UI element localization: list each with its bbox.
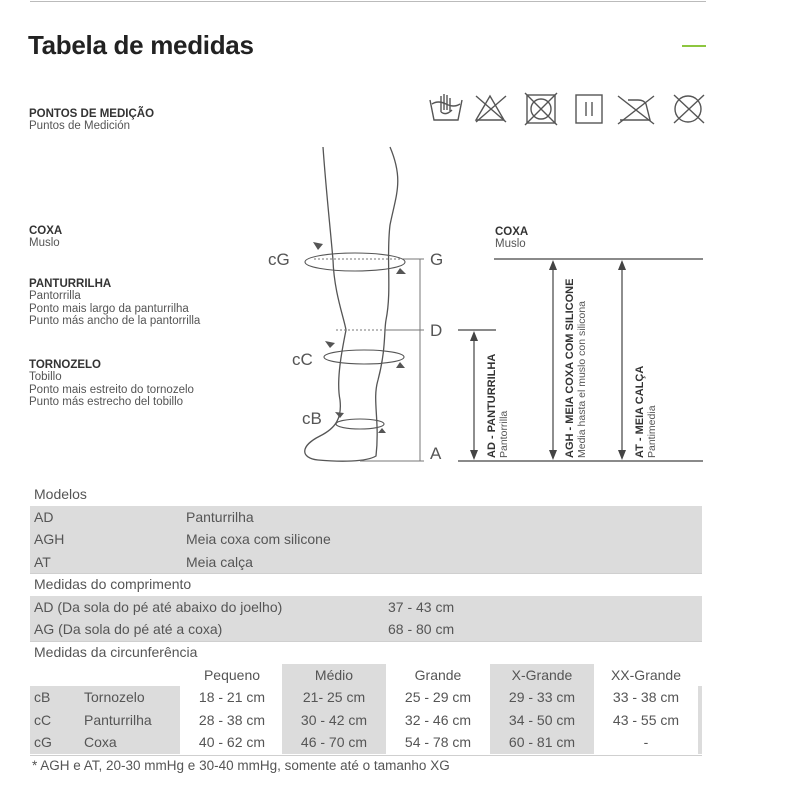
ankle-line: Ponto mais estreito do tornozelo — [29, 383, 194, 396]
divider — [30, 755, 702, 756]
right-thigh-title: COXA — [495, 226, 529, 238]
length-value: 37 - 43 cm — [388, 598, 455, 615]
page-title: Tabela de medidas — [28, 30, 254, 60]
arrow-label-ad-sub: Pantorrilla — [498, 410, 510, 458]
length-label: AG (Da sola do pé até a coxa) — [34, 621, 223, 637]
marker-D: D — [430, 321, 443, 340]
footnote: * AGH e AT, 20-30 mmHg e 30-40 mmHg, somente até o tamanho XG — [32, 758, 450, 773]
model-code: AT — [34, 553, 51, 570]
marker-cC: cC — [292, 350, 313, 369]
calf-line: Pantorrilla — [29, 290, 81, 302]
row-name: Panturrilha — [84, 711, 152, 728]
size-value: 18 - 21 cm — [198, 689, 266, 705]
ankle-line: Punto más estrecho del tobillo — [29, 396, 184, 408]
grid-shade-edge — [698, 686, 702, 754]
points-subheading: Puntos de Medición — [29, 120, 131, 132]
size-value: 60 - 81 cm — [508, 734, 576, 750]
size-value: 33 - 38 cm — [612, 689, 680, 705]
marker-cB: cB — [302, 409, 322, 428]
circumference-heading-row — [30, 641, 702, 664]
model-code: AGH — [34, 531, 65, 547]
size-value: 43 - 55 cm — [612, 711, 680, 728]
right-thigh-sub: Muslo — [495, 238, 526, 250]
table-row — [30, 618, 702, 641]
calf-line: Punto más ancho de la pantorrilla — [29, 315, 201, 327]
table-row — [30, 506, 702, 529]
row-name: Tornozelo — [84, 689, 145, 705]
thigh-title: COXA — [29, 225, 63, 237]
row-code: cG — [34, 734, 52, 750]
calf-title: PANTURRILHA — [29, 278, 112, 290]
length-heading: Medidas do comprimento — [34, 576, 192, 592]
size-value: 32 - 46 cm — [404, 711, 472, 728]
size-value: 29 - 33 cm — [508, 689, 576, 705]
model-name: Meia coxa com silicone — [186, 531, 331, 547]
size-header: X-Grande — [511, 667, 573, 683]
table-row — [30, 596, 702, 619]
size-value: 54 - 78 cm — [404, 734, 472, 750]
marker-cG: cG — [268, 250, 290, 269]
models-heading: Modelos — [34, 486, 87, 502]
size-value: 25 - 29 cm — [404, 689, 472, 705]
arrow-label-agh-title: AGH - MEIA COXA COM SILICONE — [564, 278, 576, 458]
arrow-label-ad-title: AD - PANTURRILHA — [486, 353, 498, 458]
ankle-line: Tobillo — [29, 371, 62, 383]
row-code: cC — [34, 711, 52, 728]
size-value: 28 - 38 cm — [198, 711, 266, 728]
size-value: 40 - 62 cm — [198, 734, 266, 750]
length-value: 68 - 80 cm — [388, 621, 455, 637]
points-heading: PONTOS DE MEDIÇÃO — [29, 108, 155, 120]
size-value: 21- 25 cm — [302, 689, 366, 705]
size-header: Médio — [314, 667, 354, 683]
size-value: 34 - 50 cm — [508, 711, 576, 728]
size-value: 30 - 42 cm — [300, 711, 368, 728]
ankle-title: TORNOZELO — [29, 359, 101, 371]
arrow-label-at — [634, 366, 658, 458]
model-code: AD — [34, 508, 54, 525]
circumference-heading: Medidas da circunferência — [34, 643, 198, 660]
arrow-label-at-sub: Pantimedia — [646, 405, 658, 458]
model-name: Panturrilha — [186, 508, 254, 525]
length-heading-row — [30, 573, 702, 596]
size-header: XX-Grande — [610, 667, 682, 683]
arrow-label-agh — [564, 279, 588, 458]
marker-A: A — [430, 444, 442, 463]
size-header: Pequeno — [203, 667, 261, 683]
arrow-label-at-title: AT - MEIA CALÇA — [634, 365, 646, 458]
model-name: Meia calça — [186, 553, 253, 570]
row-code: cB — [34, 689, 51, 705]
thigh-line: Muslo — [29, 237, 60, 249]
arrow-label-agh-sub: Media hasta el muslo con silicona — [576, 301, 588, 458]
size-value: - — [643, 734, 649, 750]
divider — [30, 641, 702, 642]
calf-line: Ponto mais largo da panturrilha — [29, 302, 189, 315]
right-thigh-label — [495, 226, 528, 251]
table-row — [30, 551, 702, 574]
row-name: Coxa — [84, 734, 117, 750]
size-header: Grande — [414, 667, 462, 683]
table-row — [30, 528, 702, 551]
models-heading-row — [30, 483, 702, 506]
marker-G: G — [430, 250, 444, 269]
size-value: 46 - 70 cm — [300, 734, 368, 750]
divider — [30, 573, 702, 574]
arrow-label-ad — [486, 354, 510, 458]
length-label: AD (Da sola do pé até abaixo do joelho) — [34, 598, 283, 615]
